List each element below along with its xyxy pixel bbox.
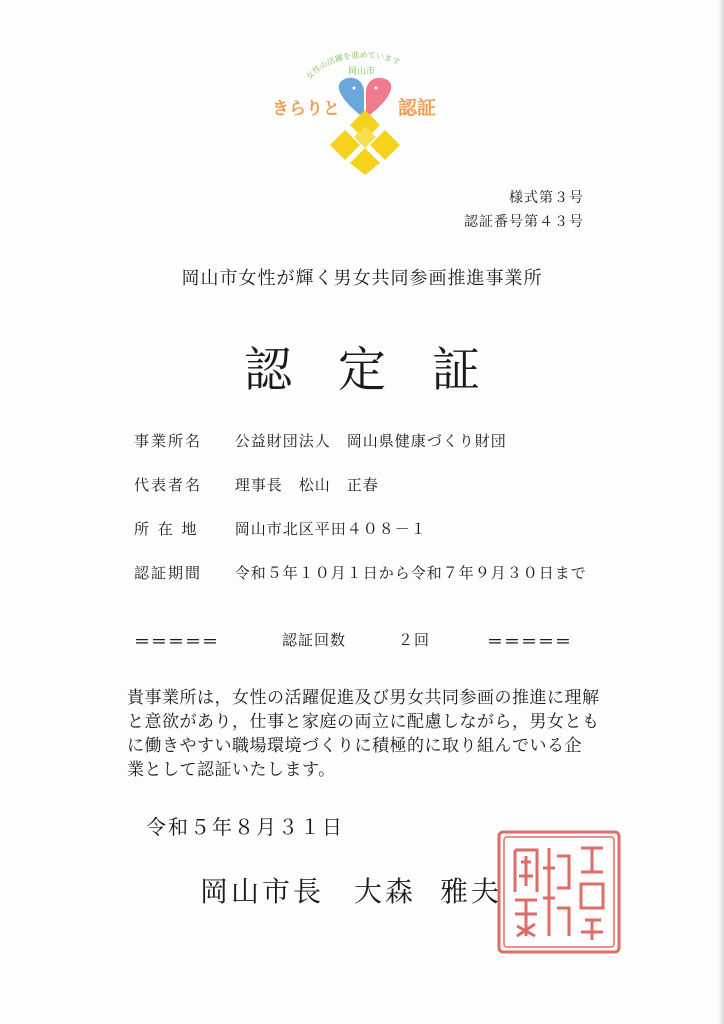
logo-brand-right: 認証 [398,97,437,119]
logo-pink-heart [366,78,391,118]
form-number: 様式第３号 [509,190,584,206]
certification-period-value: 令和５年１０月１日から令和７年９月３０日まで [234,564,587,582]
representative-row [134,474,379,495]
certification-count-value: ２回 [398,631,431,649]
address-row [134,518,427,539]
organization-title: 岡山市女性が輝く男女共同参画推進事業所 [181,268,543,289]
business-name-row [134,430,507,451]
representative-label: 代表者名 [134,476,203,494]
signer [200,870,502,910]
certification-period-label: 認証期間 [134,564,203,582]
logo-brand-left: きらりと [272,99,340,119]
statement-line: 貴事業所は，女性の活躍促進及び男女共同参画の推進に理解 [127,688,600,708]
representative-value: 理事長 松山 正春 [234,476,379,494]
official-seal [495,828,623,956]
statement-line: 業として認証いたします。 [127,760,336,780]
logo-diamonds [330,110,400,175]
logo-blue-heart [339,78,364,118]
double-line-right: ＝＝＝＝＝ [487,632,573,651]
statement-line: に働きやすい職場環境づくりに積極的に取り組んでいる企 [127,736,582,756]
logo-tagline: 女性の活躍を進めています [304,50,402,82]
signer-given-name: 雅夫 [440,875,503,908]
certification-statement [127,686,607,782]
double-line-left: ＝＝＝＝＝ [134,632,220,651]
certification-period-row [134,562,587,583]
signer-surname: 大森 [354,875,417,908]
issue-date: 令和５年８月３１日 [146,815,344,839]
kirarito-certification-logo [270,40,460,175]
certification-number: 認証番号第４３号 [464,214,584,230]
certificate-title: 認定証 [243,342,526,398]
business-name-label: 事業所名 [134,432,203,450]
certification-count-label: 認証回数 [282,631,347,649]
address-value: 岡山市北区平田４０８－１ [234,520,427,538]
signer-title: 岡山市長 [200,875,325,908]
address-label: 所 在 地 [134,520,199,538]
scan-edge [718,0,724,1024]
logo-city: 岡山市 [348,67,376,77]
statement-line: と意欲があり，仕事と家庭の両立に配慮しながら，男女とも [127,712,600,732]
business-name-value: 公益財団法人 岡山県健康づくり財団 [234,432,507,450]
